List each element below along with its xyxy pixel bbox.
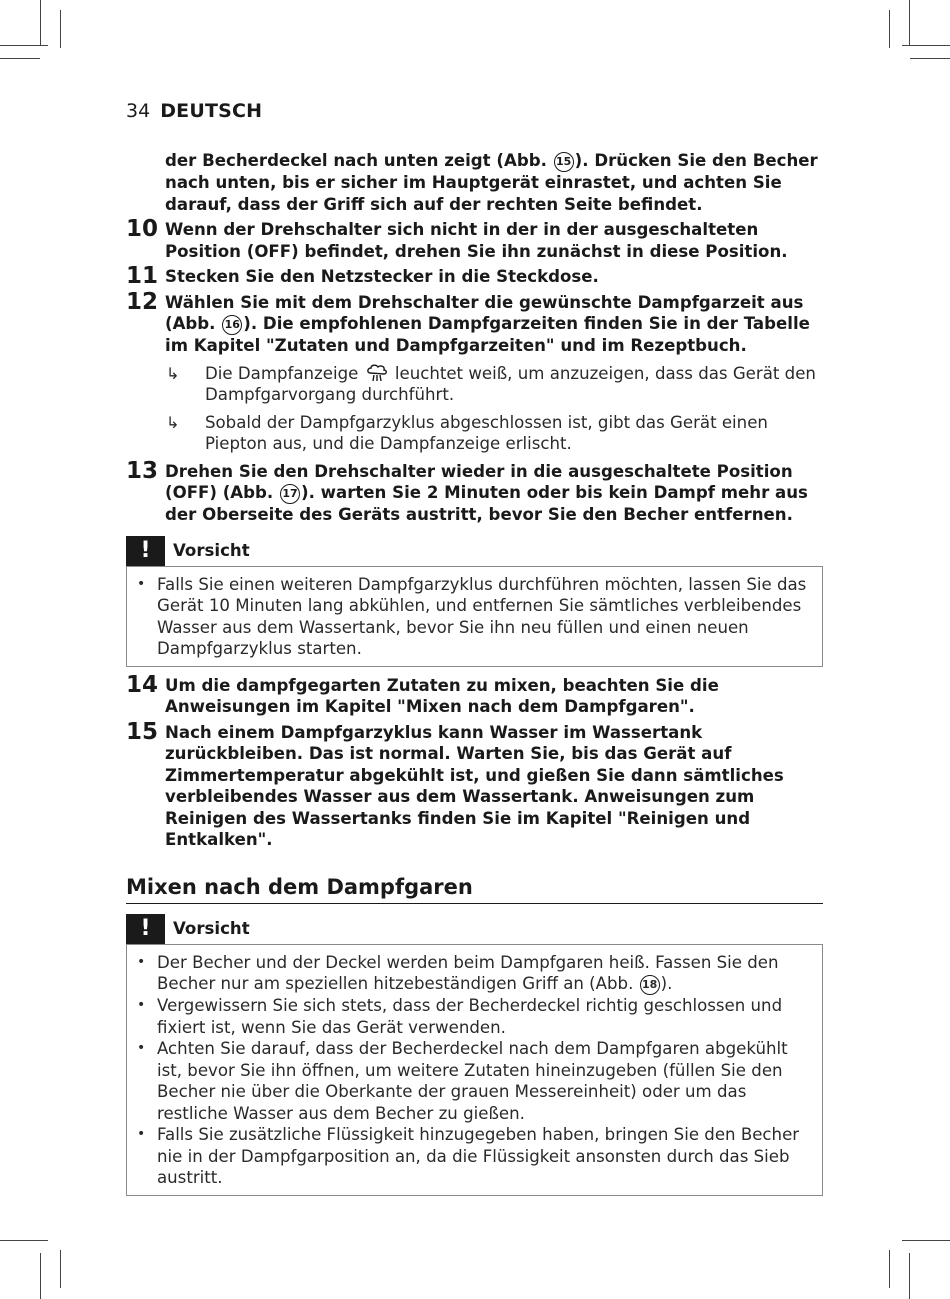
- caution-item: • Vergewissern Sie sich stets, dass der Becherdeckel richtig geschlossen und fixiert ist, wenn Sie das Gerät verwenden.: [137, 996, 783, 1037]
- crop-mark: [909, 0, 910, 45]
- step-14: [126, 671, 823, 718]
- step-12-result-2: ↳ Sobald der Dampfgarzyklus abgeschlossen ist, gibt das Gerät einen Piepton aus, und die Dampfanzeige erlischt.: [166, 412, 768, 453]
- page-number: 34: [126, 100, 151, 122]
- caution-box: [126, 944, 823, 1196]
- bullet: •: [137, 1040, 146, 1056]
- step-text: Stecken Sie den Netzstecker in die Steckdose.: [165, 267, 599, 286]
- caution-item: • Der Becher und der Deckel werden beim Dampfgaren heiß. Fassen Sie den Becher nur am speziellen hitzebeständigen Griff an (Abb. 18 ).: [137, 952, 779, 993]
- step-12: 12 Wählen Sie mit dem Drehschalter die gewünschte Dampfgarzeit aus (Abb. 16 ). Die empfohlenen Dampfgarzeiten finden Sie in der Tabelle im Kapitel "Zutaten und Dampfgarzeiten" und im Rezeptbuch.: [126, 288, 810, 355]
- step-15: [126, 718, 823, 851]
- step-number: 11: [126, 263, 159, 289]
- figure-ref-17: 17: [280, 484, 300, 504]
- caution-title: Vorsicht: [173, 541, 250, 560]
- caution-block-2: [126, 914, 823, 1196]
- bullet: •: [137, 953, 146, 970]
- crop-mark: [0, 45, 48, 46]
- result-arrow-icon: ↳: [166, 412, 180, 432]
- steam-indicator-icon: [366, 364, 388, 382]
- step-13: 13 Drehen Sie den Drehschalter wieder in die ausgeschaltete Position (OFF) (Abb. 17 ). warten Sie 2 Minuten oder bis kein Dampf mehr aus der Oberseite des Geräts austritt, bevor Sie den Becher entfernen.: [126, 457, 808, 524]
- bullet: •: [137, 575, 146, 592]
- page-content: [126, 150, 823, 1196]
- caution-header: [126, 914, 823, 944]
- step-11: [126, 263, 823, 289]
- warning-icon: !: [126, 914, 165, 944]
- step-number: 14: [126, 671, 159, 698]
- figure-ref-15: 15: [554, 152, 574, 172]
- section-title: Mixen nach dem Dampfgaren: [126, 873, 823, 904]
- caution-item: • Falls Sie zusätzliche Flüssigkeit hinzugegeben haben, bringen Sie den Becher nie in der Dampfgarposition an, da die Flüssigkeit ansonsten durch das Sieb austritt.: [137, 1125, 800, 1187]
- result-arrow-icon: ↳: [166, 363, 180, 383]
- bullet: •: [137, 997, 146, 1013]
- page-header: [126, 99, 262, 123]
- caution-box: [126, 566, 823, 667]
- caution-title: Vorsicht: [173, 919, 250, 938]
- figure-ref-18: 18: [640, 975, 660, 995]
- crop-mark: [902, 45, 950, 46]
- caution-block-1: [126, 536, 823, 667]
- bullet: •: [137, 1126, 146, 1142]
- step-12-result-1: ↳ Die Dampfanzeige leuchtet weiß, um anzuzeigen, dass das Gerät den Dampfgarvorgang durchführt.: [166, 363, 816, 404]
- crop-mark: [902, 1240, 950, 1241]
- step-number: 12: [126, 288, 159, 315]
- step-text: Um die dampfgegarten Zutaten zu mixen, beachten Sie die Anweisungen im Kapitel "Mixen nach dem Dampfgaren".: [165, 675, 719, 716]
- crop-mark: [889, 10, 890, 48]
- language-label: DEUTSCH: [160, 100, 263, 122]
- step-10: [126, 216, 823, 262]
- step-text: Wenn der Drehschalter sich nicht in der in der ausgeschalteten Position (OFF) befindet, drehen Sie ihn zunächst in diese Position.: [165, 220, 788, 261]
- crop-mark: [0, 58, 40, 59]
- crop-mark: [889, 1250, 890, 1288]
- warning-icon: !: [126, 536, 165, 566]
- crop-mark: [40, 0, 41, 45]
- crop-mark: [910, 58, 950, 59]
- step-number: 10: [126, 216, 159, 242]
- crop-mark: [40, 1253, 41, 1299]
- crop-mark: [0, 1240, 48, 1241]
- caution-item: • Falls Sie einen weiteren Dampfgarzyklus durchführen möchten, lassen Sie das Gerät 10 Minuten lang abkühlen, und entfernen Sie sämtliches verbleibendes Wasser aus dem Wassertank, bevor Sie ihn neu füllen und einen neuen Dampfgarzyklus starten.: [137, 574, 807, 658]
- step-text: Nach einem Dampfgarzyklus kann Wasser im Wassertank zurückbleiben. Das ist normal. Warten Sie, bis das Gerät auf Zimmertemperatur abgekühlt ist, und gießen Sie dann sämtliches verbleibendes Wasser aus dem Wassertank. Anweisungen zum Reinigen des Wassertanks finden Sie im Kapitel "Reinigen und Entkalken".: [165, 722, 784, 849]
- step-number: 15: [126, 718, 159, 745]
- figure-ref-16: 16: [222, 315, 242, 335]
- caution-item: • Achten Sie darauf, dass der Becherdeckel nach dem Dampfgaren abgekühlt ist, bevor Sie ihn öffnen, um weitere Zutaten hineinzugeben (füllen Sie den Becher nie über die Oberkante der grauen Messereinheit) oder um das restliche Wasser aus dem Becher zu gießen.: [137, 1039, 788, 1123]
- step-number: 13: [126, 457, 159, 484]
- caution-header: [126, 536, 823, 566]
- crop-mark: [60, 1250, 61, 1288]
- crop-mark: [909, 1253, 910, 1299]
- crop-mark: [60, 10, 61, 48]
- step-9-continuation: der Becherdeckel nach unten zeigt (Abb. 15 ). Drücken Sie den Becher nach unten, bis er sicher im Hauptgerät einrastet, und achten Sie darauf, dass der Griff sich auf der rechten Seite befindet.: [165, 151, 818, 214]
